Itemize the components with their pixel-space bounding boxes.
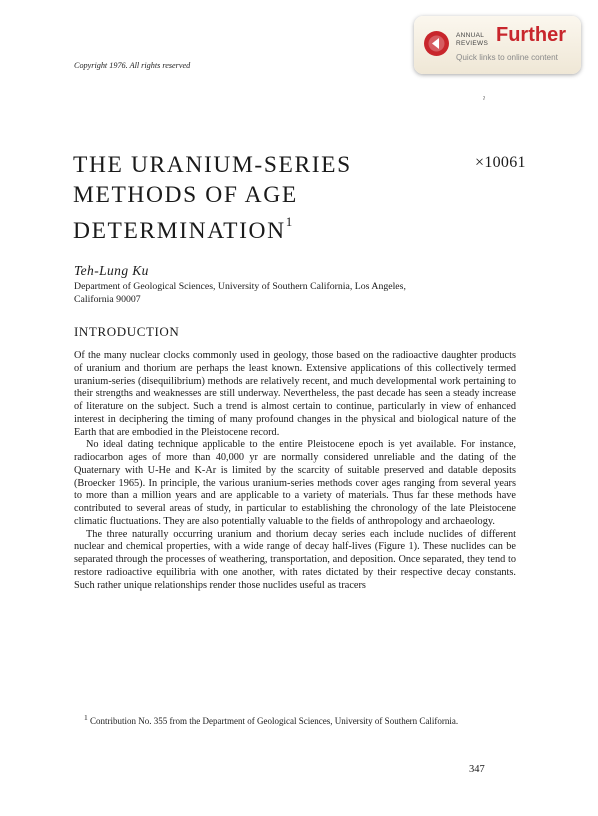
further-brand-label: Further [496,24,566,46]
page-mark: ˀ [483,95,485,104]
affiliation-line-2: California 90007 [74,293,141,305]
footnote-marker: 1 [84,713,88,722]
further-tagline: Quick links to online content [456,53,558,62]
section-heading: INTRODUCTION [74,324,180,339]
article-body [74,350,516,592]
author-affiliation [74,281,504,306]
body-paragraph-1: Of the many nuclear clocks commonly used in geology, those based on the radioactive daughter products of uranium and thorium are perhaps the least known. Extensive applications of this collectively termed uranium-series (disequilibrium) methods are relatively recent, and much developmental work pertaining to their strengths and weaknesses are still underway. Nevertheless, the past decade has seen a steady increase of literature on the subject. Such a trend is almost certain to continue, particularly in view of enhanced interest in deciphering the timing of many profound changes in the physical and biological nature of the Earth that are embodied in the Pleistocene record. [74,350,516,438]
footnote [74,712,516,727]
title-footnote-marker[interactable]: 1 [285,214,293,229]
article-title [73,150,352,246]
annual-reviews-logo-icon [424,31,449,56]
body-paragraph-2: No ideal dating technique applicable to the entire Pleistocene epoch is yet available. For instance, radiocarbon ages of more than 40,000 yr are normally considered unreliable and the dating of the Quaternary with U-He and K-Ar is limited by the scarcity of suitable preserved and datable deposits (Broecker 1965). In principle, the various uranium-series methods cover ages ranging from several years to more than a million years and are applicable to a variety of materials. Thus far these methods have contributed to several areas of study, in particular to establishing the chronology of the late Pleistocene climatic fluctuations. They are also potentially valuable to the fields of anthropology and archaeology. [74,439,516,527]
further-banner-link[interactable] [414,16,581,74]
body-paragraph-3: The three naturally occurring uranium and thorium decay series each include nuclides of different nuclear and chemical properties, with a wide range of decay half-lives (Figure 1). These nuclides can be separated through the processes of weathering, transportation, and deposition. Once separated, they tend to restore radioactive equilibria with one another, with rates dictated by their respective decay constants. Such rather unique relationships render those nuclides useful as tracers [74,528,516,591]
play-arrow-icon [424,31,449,56]
footnote-text: Contribution No. 355 from the Department of Geological Sciences, University of Southern California. [87,716,459,726]
wordmark-line-2: REVIEWS [456,39,489,47]
reference-code: ×10061 [475,154,526,171]
copyright-notice: Copyright 1976. All rights reserved [74,61,191,70]
page-number: 347 [469,764,485,775]
author-name: Teh-Lung Ku [74,263,149,278]
title-line-1: THE URANIUM-SERIES [73,152,352,178]
affiliation-line-1: Department of Geological Sciences, University of Southern California, Los Angeles, [74,281,406,292]
title-line-3: DETERMINATION [73,217,286,244]
title-line-2: METHODS OF AGE [73,182,298,208]
annual-reviews-wordmark [456,32,488,47]
wordmark-line-1: ANNUAL [456,32,485,39]
